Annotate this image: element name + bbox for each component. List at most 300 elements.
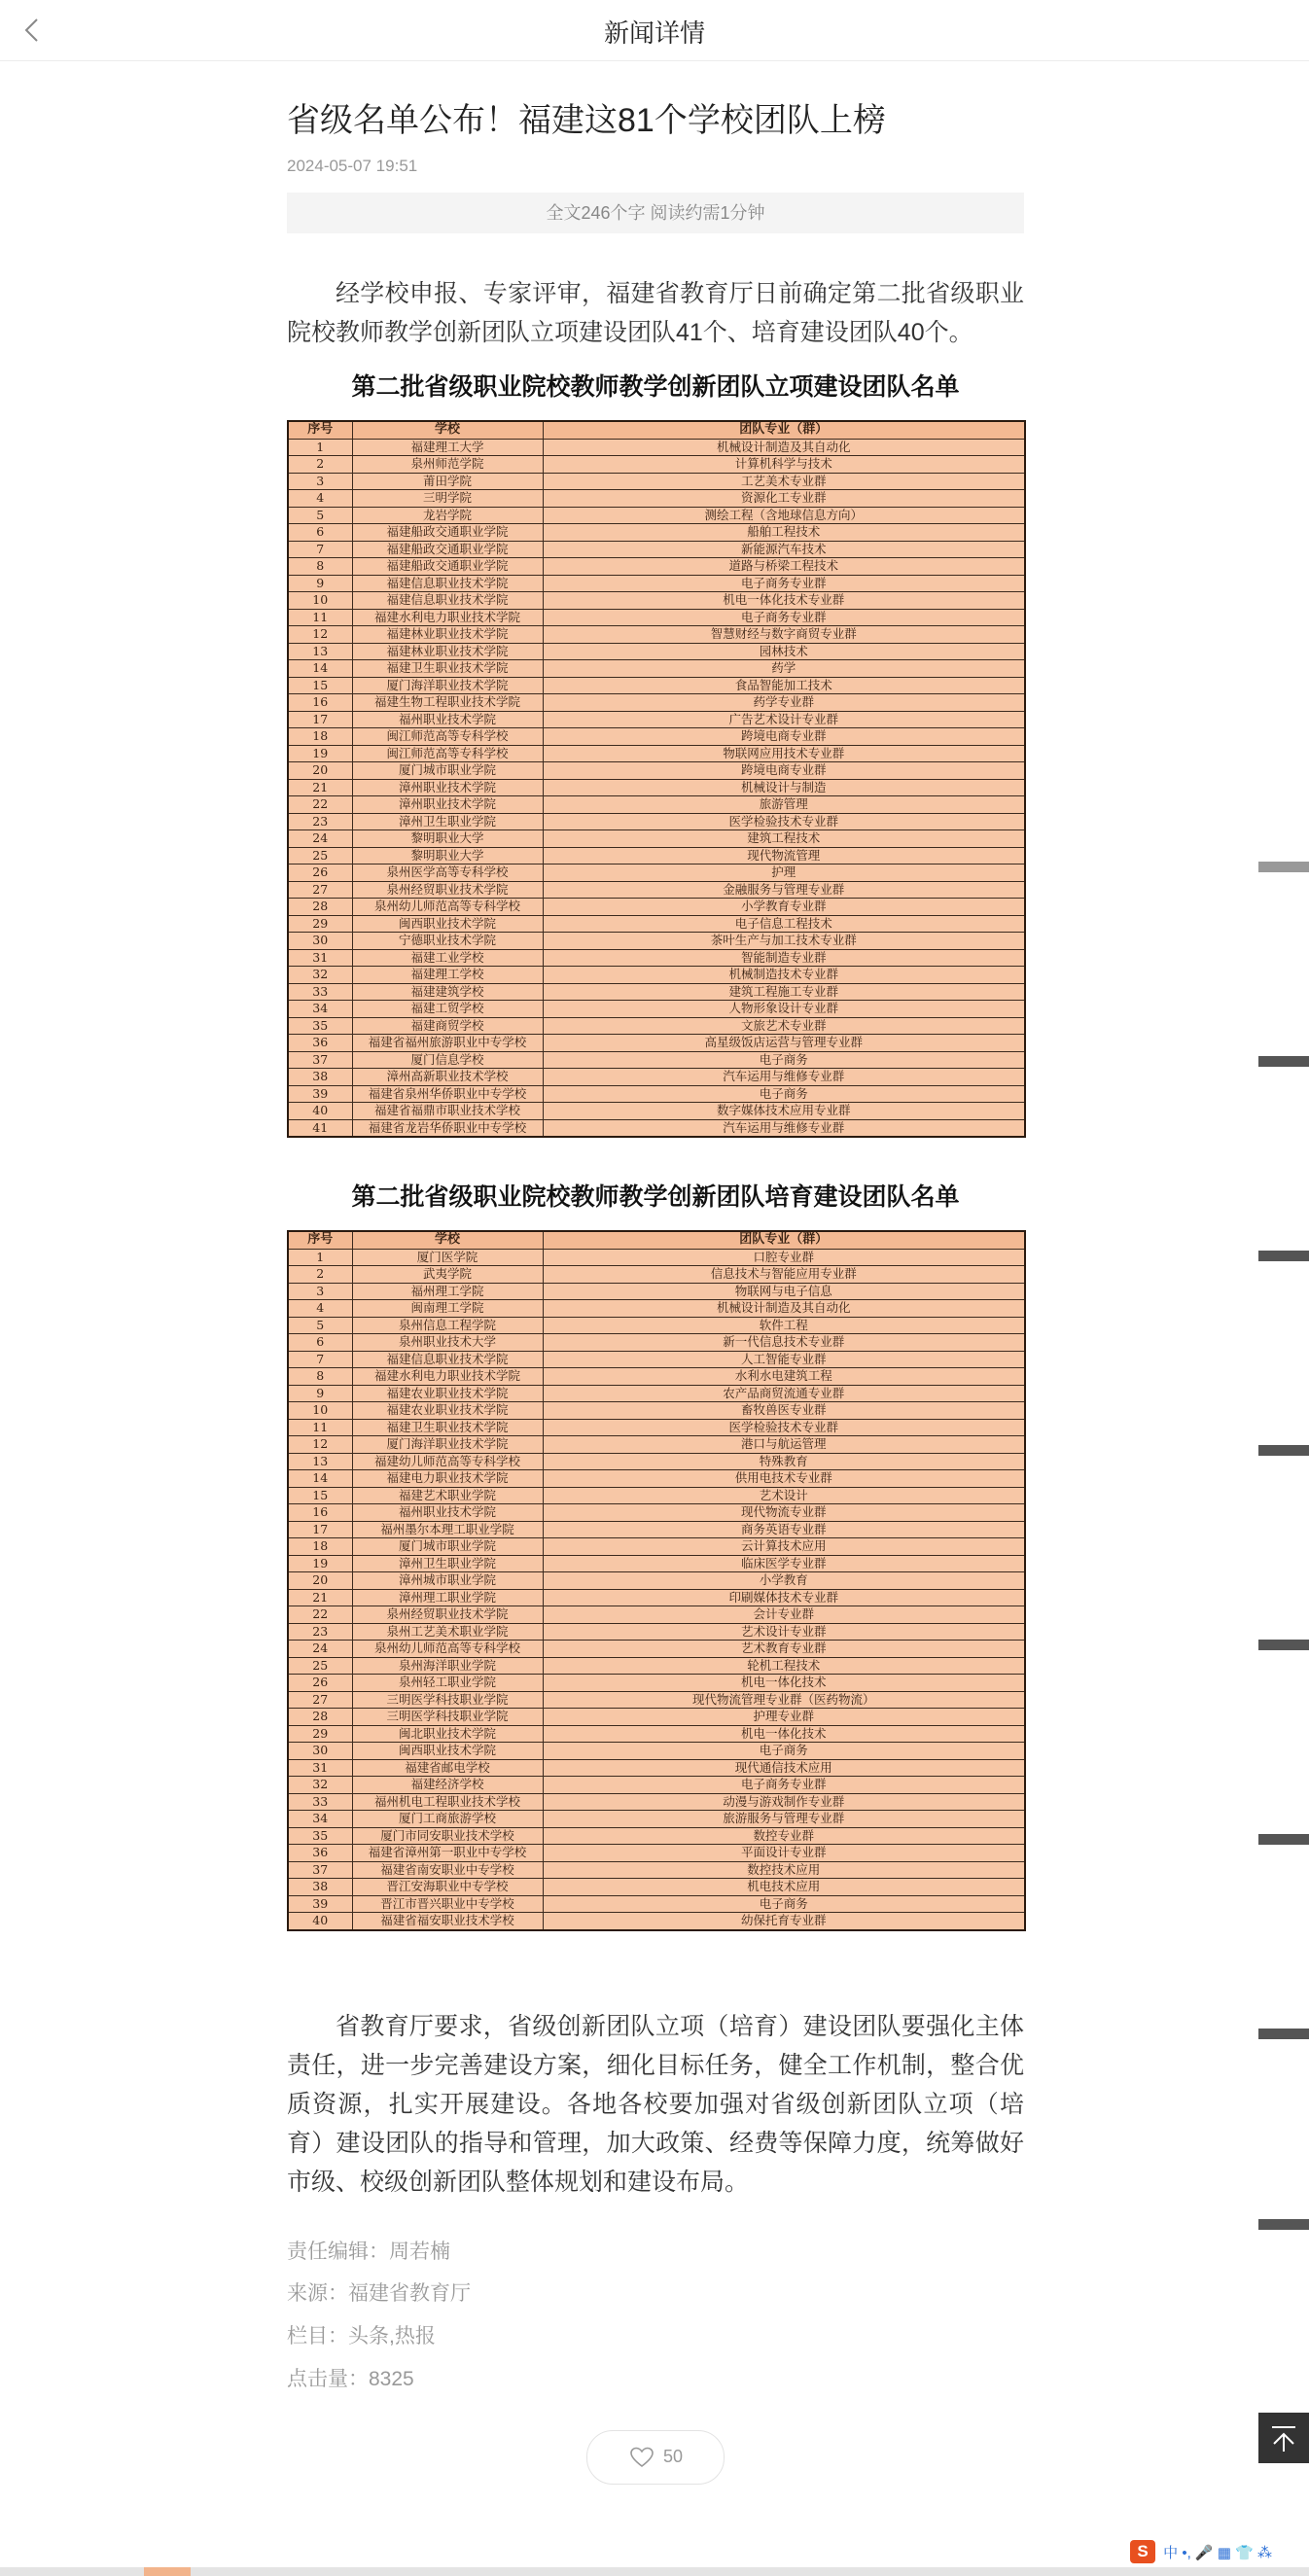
like-button[interactable] [586, 2430, 725, 2485]
cell-school: 泉州幼儿师范高等专科学校 [352, 899, 543, 916]
table-row [288, 1521, 1025, 1538]
cell-index: 24 [288, 830, 352, 848]
cell-school: 福建省泉州华侨职业中专学校 [352, 1085, 543, 1103]
cell-major: 测绘工程（含地球信息方向） [543, 507, 1025, 524]
cell-index: 7 [288, 541, 352, 558]
table-row [288, 609, 1025, 626]
cell-major: 汽车运用与维修专业群 [543, 1069, 1025, 1086]
cell-index: 30 [288, 933, 352, 950]
cell-major: 机电一体化技术 [543, 1675, 1025, 1692]
cell-school: 福建水利电力职业技术学院 [352, 1368, 543, 1386]
table-row [288, 1051, 1025, 1069]
cell-school: 福建幼儿师范高等专科学校 [352, 1453, 543, 1470]
cell-index: 14 [288, 1470, 352, 1488]
table-row [288, 1538, 1025, 1556]
cell-school: 福建商贸学校 [352, 1017, 543, 1035]
side-tab[interactable] [1258, 1251, 1309, 1261]
table-row [288, 1777, 1025, 1794]
cell-school: 漳州卫生职业学院 [352, 813, 543, 830]
cell-major: 电子商务 [543, 1743, 1025, 1760]
table-row [288, 745, 1025, 762]
table-row [288, 1085, 1025, 1103]
cell-major: 现代物流管理专业群（医药物流） [543, 1691, 1025, 1709]
cell-school: 莆田学院 [352, 473, 543, 490]
cell-index: 10 [288, 1402, 352, 1420]
table-row [288, 779, 1025, 796]
table-row [288, 1589, 1025, 1606]
cell-major: 电子商务专业群 [543, 609, 1025, 626]
cell-school: 漳州卫生职业学院 [352, 1555, 543, 1572]
side-tab[interactable] [1258, 1445, 1309, 1456]
reading-info-bar: 全文246个字 阅读约需1分钟 [287, 193, 1024, 233]
cell-major: 艺术教育专业群 [543, 1641, 1025, 1658]
cell-major: 云计算技术应用 [543, 1538, 1025, 1556]
team-list-table-cultivation [287, 1230, 1026, 1931]
cell-major: 现代物流专业群 [543, 1504, 1025, 1522]
header-cell-major: 团队专业（群） [543, 421, 1025, 439]
cell-school: 福建生物工程职业技术学院 [352, 694, 543, 712]
cell-major: 轮机工程技术 [543, 1657, 1025, 1675]
article-paragraph-intro: 经学校申报、专家评审，福建省教育厅日前确定第二批省级职业院校教师教学创新团队立项建设团队41个、培育建设团队40个。 [287, 280, 1024, 346]
cell-major: 电子商务专业群 [543, 575, 1025, 592]
cell-index: 28 [288, 1709, 352, 1726]
cell-index: 17 [288, 711, 352, 728]
input-method-items: 中 •, 🎤 ▦ 👕 ⁂ [1163, 2544, 1272, 2561]
table-row [288, 1453, 1025, 1470]
table-row [288, 1657, 1025, 1675]
cell-index: 8 [288, 558, 352, 576]
cell-index: 34 [288, 1811, 352, 1828]
table-row [288, 1334, 1025, 1352]
article-date: 2024-05-07 19:51 [287, 157, 418, 175]
table-row [288, 847, 1025, 865]
table-row [288, 1725, 1025, 1743]
cell-index: 4 [288, 490, 352, 508]
cell-index: 28 [288, 899, 352, 916]
cell-major: 幼保托育专业群 [543, 1913, 1025, 1930]
cell-index: 20 [288, 762, 352, 780]
table-title-established: 第二批省级职业院校教师教学创新团队立项建设团队名单 [351, 372, 960, 401]
cell-index: 40 [288, 1913, 352, 1930]
table-row [288, 507, 1025, 524]
table-row [288, 456, 1025, 474]
bottom-strip-marker [144, 2567, 191, 2576]
cell-index: 15 [288, 1487, 352, 1504]
cell-major: 金融服务与管理专业群 [543, 881, 1025, 899]
cell-index: 38 [288, 1069, 352, 1086]
cell-school: 福建船政交通职业学院 [352, 541, 543, 558]
cell-school: 福建省南安职业中专学校 [352, 1861, 543, 1879]
cell-major: 电子商务 [543, 1051, 1025, 1069]
table-row [288, 626, 1025, 644]
table-row [288, 1709, 1025, 1726]
cell-index: 29 [288, 1725, 352, 1743]
cell-major: 机械设计制造及其自动化 [543, 1300, 1025, 1318]
cell-major: 小学教育专业群 [543, 899, 1025, 916]
cell-school: 漳州城市职业学院 [352, 1572, 543, 1590]
table-row [288, 1623, 1025, 1641]
cell-major: 道路与桥梁工程技术 [543, 558, 1025, 576]
table-row [288, 899, 1025, 916]
top-navigation-bar [0, 0, 1309, 61]
cell-major: 港口与航运管理 [543, 1436, 1025, 1454]
cell-index: 2 [288, 1266, 352, 1284]
cell-major: 建筑工程施工专业群 [543, 983, 1025, 1001]
cell-major: 智能制造专业群 [543, 949, 1025, 967]
cell-school: 福建省漳州第一职业中专学校 [352, 1845, 543, 1862]
cell-index: 1 [288, 439, 352, 456]
cell-index: 20 [288, 1572, 352, 1590]
cell-major: 平面设计专业群 [543, 1845, 1025, 1862]
table-row [288, 592, 1025, 610]
cell-index: 27 [288, 881, 352, 899]
cell-major: 临床医学专业群 [543, 1555, 1025, 1572]
cell-school: 福建工业学校 [352, 949, 543, 967]
cell-index: 6 [288, 524, 352, 542]
cell-school: 厦门市同安职业技术学校 [352, 1827, 543, 1845]
cell-major: 跨境电商专业群 [543, 728, 1025, 746]
table-row [288, 1606, 1025, 1624]
cell-major: 口腔专业群 [543, 1249, 1025, 1266]
cell-index: 40 [288, 1103, 352, 1120]
table-row [288, 1811, 1025, 1828]
table-row [288, 1069, 1025, 1086]
cell-major: 旅游管理 [543, 796, 1025, 814]
cell-school: 福建理工大学 [352, 439, 543, 456]
table-row [288, 643, 1025, 660]
cell-major: 数控专业群 [543, 1827, 1025, 1845]
cell-school: 福建理工学校 [352, 967, 543, 984]
table-row [288, 1879, 1025, 1896]
table-row [288, 1691, 1025, 1709]
cell-school: 黎明职业大学 [352, 847, 543, 865]
cell-major: 机械制造技术专业群 [543, 967, 1025, 984]
table-row [288, 1861, 1025, 1879]
article-paragraph-requirements: 省教育厅要求，省级创新团队立项（培育）建设团队要强化主体责任，进一步完善建设方案，细化目标任务，健全工作机制，整合优质资源，扎实开展建设。各地各校要加强对省级创新团队立项（培育）建设团队的指导和管理，加大政策、经费等保障力度，统筹做好市级、校级创新团队整体规划和建设布局。 [287, 2013, 1024, 2196]
cell-major: 商务英语专业群 [543, 1521, 1025, 1538]
table-row [288, 541, 1025, 558]
cell-index: 35 [288, 1017, 352, 1035]
cell-index: 32 [288, 967, 352, 984]
cell-school: 泉州职业技术大学 [352, 1334, 543, 1352]
cell-school: 厦门城市职业学院 [352, 762, 543, 780]
cell-index: 12 [288, 626, 352, 644]
cell-index: 10 [288, 592, 352, 610]
cell-index: 32 [288, 1777, 352, 1794]
heart-icon [630, 2447, 654, 2468]
arrow-up-icon [1258, 2413, 1309, 2463]
side-tab[interactable] [1258, 1640, 1309, 1650]
cell-school: 漳州职业技术学院 [352, 779, 543, 796]
table-row [288, 1266, 1025, 1284]
cell-school: 福建经济学校 [352, 1777, 543, 1794]
cell-school: 闽江师范高等专科学校 [352, 745, 543, 762]
cell-index: 18 [288, 1538, 352, 1556]
cell-school: 漳州理工职业学院 [352, 1589, 543, 1606]
cell-school: 泉州师范学院 [352, 456, 543, 474]
cell-school: 三明医学科技职业学院 [352, 1709, 543, 1726]
side-tab[interactable] [1258, 1834, 1309, 1845]
column-info: 栏目：头条,热报 [287, 2325, 436, 2347]
cell-major: 工艺美术专业群 [543, 473, 1025, 490]
table-row [288, 983, 1025, 1001]
cell-major: 数控技术应用 [543, 1861, 1025, 1879]
cell-index: 1 [288, 1249, 352, 1266]
header-cell-school: 学校 [352, 1231, 543, 1249]
cell-major: 电子商务专业群 [543, 1777, 1025, 1794]
cell-major: 机械设计与制造 [543, 779, 1025, 796]
cell-index: 11 [288, 1419, 352, 1436]
table-row [288, 1402, 1025, 1420]
cell-index: 21 [288, 1589, 352, 1606]
cell-index: 8 [288, 1368, 352, 1386]
cell-index: 7 [288, 1351, 352, 1368]
cell-index: 30 [288, 1743, 352, 1760]
table-row [288, 1641, 1025, 1658]
cell-major: 文旅艺术专业群 [543, 1017, 1025, 1035]
table-title-cultivation: 第二批省级职业院校教师教学创新团队培育建设团队名单 [351, 1182, 960, 1211]
cell-school: 闽西职业技术学院 [352, 915, 543, 933]
cell-index: 26 [288, 865, 352, 882]
table-row [288, 881, 1025, 899]
cell-school: 福建卫生职业技术学院 [352, 660, 543, 678]
table-row [288, 1249, 1025, 1266]
table-row [288, 1035, 1025, 1052]
cell-school: 泉州幼儿师范高等专科学校 [352, 1641, 543, 1658]
cell-major: 小学教育 [543, 1572, 1025, 1590]
cell-major: 机电一体化技术 [543, 1725, 1025, 1743]
cell-school: 武夷学院 [352, 1266, 543, 1284]
cell-major: 电子信息工程技术 [543, 915, 1025, 933]
cell-school: 福建农业职业技术学院 [352, 1402, 543, 1420]
cell-index: 12 [288, 1436, 352, 1454]
cell-major: 特殊教育 [543, 1453, 1025, 1470]
cell-index: 13 [288, 1453, 352, 1470]
side-tab[interactable] [1258, 2219, 1309, 2230]
cell-index: 25 [288, 1657, 352, 1675]
cell-index: 3 [288, 1283, 352, 1300]
cell-school: 泉州轻工职业学院 [352, 1675, 543, 1692]
cell-major: 软件工程 [543, 1317, 1025, 1334]
table-row [288, 762, 1025, 780]
cell-school: 泉州医学高等专科学校 [352, 865, 543, 882]
cell-major: 物联网应用技术专业群 [543, 745, 1025, 762]
table-row [288, 1283, 1025, 1300]
table-row [288, 1368, 1025, 1386]
input-method-logo: S [1130, 2540, 1155, 2563]
cell-school: 福州机电工程职业技术学校 [352, 1793, 543, 1811]
table-row [288, 915, 1025, 933]
table-row [288, 949, 1025, 967]
cell-major: 动漫与游戏制作专业群 [543, 1793, 1025, 1811]
cell-index: 11 [288, 609, 352, 626]
cell-major: 数字媒体技术应用专业群 [543, 1103, 1025, 1120]
cell-major: 医学检验技术专业群 [543, 1419, 1025, 1436]
article-title: 省级名单公布！福建这81个学校团队上榜 [287, 102, 886, 139]
cell-school: 福州理工学院 [352, 1283, 543, 1300]
table-row [288, 660, 1025, 678]
cell-index: 39 [288, 1085, 352, 1103]
cell-major: 机械设计制造及其自动化 [543, 439, 1025, 456]
table-row [288, 1300, 1025, 1318]
table-row [288, 524, 1025, 542]
cell-major: 智慧财经与数字商贸专业群 [543, 626, 1025, 644]
side-tab[interactable] [1258, 862, 1309, 872]
cell-major: 电子商务 [543, 1895, 1025, 1913]
cell-index: 25 [288, 847, 352, 865]
table-row [288, 1895, 1025, 1913]
cell-school: 福建农业职业技术学院 [352, 1385, 543, 1402]
cell-major: 新能源汽车技术 [543, 541, 1025, 558]
cell-major: 机电一体化技术专业群 [543, 592, 1025, 610]
cell-school: 福建林业职业技术学院 [352, 626, 543, 644]
table-row [288, 1017, 1025, 1035]
table-row [288, 1845, 1025, 1862]
header-cell-index: 序号 [288, 421, 352, 439]
cell-major: 护理专业群 [543, 1709, 1025, 1726]
cell-school: 福建建筑学校 [352, 983, 543, 1001]
cell-school: 福建信息职业技术学院 [352, 592, 543, 610]
cell-index: 2 [288, 456, 352, 474]
cell-school: 三明医学科技职业学院 [352, 1691, 543, 1709]
cell-major: 建筑工程技术 [543, 830, 1025, 848]
cell-school: 龙岩学院 [352, 507, 543, 524]
cell-school: 泉州经贸职业技术学院 [352, 1606, 543, 1624]
table-row [288, 1351, 1025, 1368]
table-row [288, 694, 1025, 712]
cell-school: 福建电力职业技术学院 [352, 1470, 543, 1488]
cell-school: 福建省福鼎市职业技术学校 [352, 1103, 543, 1120]
cell-school: 福建船政交通职业学院 [352, 558, 543, 576]
side-tab[interactable] [1258, 1056, 1309, 1067]
cell-school: 三明学院 [352, 490, 543, 508]
cell-school: 泉州信息工程学院 [352, 1317, 543, 1334]
cell-major: 新一代信息技术专业群 [543, 1334, 1025, 1352]
table-row [288, 1470, 1025, 1488]
table-row [288, 967, 1025, 984]
table-row [288, 728, 1025, 746]
cell-school: 厦门城市职业学院 [352, 1538, 543, 1556]
cell-school: 闽江师范高等专科学校 [352, 728, 543, 746]
table-row [288, 473, 1025, 490]
cell-major: 供用电技术专业群 [543, 1470, 1025, 1488]
cell-school: 福州职业技术学院 [352, 1504, 543, 1522]
header-cell-index: 序号 [288, 1231, 352, 1249]
cell-school: 厦门海洋职业技术学院 [352, 1436, 543, 1454]
cell-school: 闽西职业技术学院 [352, 1743, 543, 1760]
cell-major: 高星级饭店运营与管理专业群 [543, 1035, 1025, 1052]
cell-major: 护理 [543, 865, 1025, 882]
cell-index: 3 [288, 473, 352, 490]
table-row [288, 1419, 1025, 1436]
table-row [288, 1103, 1025, 1120]
cell-school: 厦门海洋职业技术学院 [352, 677, 543, 694]
cell-index: 6 [288, 1334, 352, 1352]
cell-major: 药学 [543, 660, 1025, 678]
cell-major: 现代物流管理 [543, 847, 1025, 865]
cell-index: 41 [288, 1119, 352, 1137]
cell-major: 茶叶生产与加工技术专业群 [543, 933, 1025, 950]
cell-school: 福建水利电力职业技术学院 [352, 609, 543, 626]
cell-index: 5 [288, 507, 352, 524]
table-row [288, 558, 1025, 576]
cell-index: 23 [288, 813, 352, 830]
table-row [288, 1743, 1025, 1760]
table-row [288, 1385, 1025, 1402]
table-row [288, 1504, 1025, 1522]
cell-major: 畜牧兽医专业群 [543, 1402, 1025, 1420]
cell-school: 厦门信息学校 [352, 1051, 543, 1069]
table-row [288, 865, 1025, 882]
cell-major: 园林技术 [543, 643, 1025, 660]
table-row [288, 1436, 1025, 1454]
cell-major: 现代通信技术应用 [543, 1759, 1025, 1777]
table-row [288, 1119, 1025, 1137]
header-cell-school: 学校 [352, 421, 543, 439]
table-row [288, 1555, 1025, 1572]
cell-index: 33 [288, 1793, 352, 1811]
cell-major: 会计专业群 [543, 1606, 1025, 1624]
cell-index: 21 [288, 779, 352, 796]
cell-school: 福建工贸学校 [352, 1001, 543, 1018]
cell-school: 福州职业技术学院 [352, 711, 543, 728]
table-row [288, 830, 1025, 848]
cell-index: 35 [288, 1827, 352, 1845]
cell-index: 4 [288, 1300, 352, 1318]
cell-school: 福建省福安职业技术学校 [352, 1913, 543, 1930]
cell-school: 福建卫生职业技术学院 [352, 1419, 543, 1436]
cell-index: 19 [288, 1555, 352, 1572]
cell-school: 黎明职业大学 [352, 830, 543, 848]
cell-index: 17 [288, 1521, 352, 1538]
cell-index: 16 [288, 694, 352, 712]
cell-major: 水利水电建筑工程 [543, 1368, 1025, 1386]
input-method-toolbar[interactable] [1130, 2540, 1309, 2563]
cell-major: 计算机科学与技术 [543, 456, 1025, 474]
table-row [288, 1913, 1025, 1930]
cell-major: 信息技术与智能应用专业群 [543, 1266, 1025, 1284]
table-row [288, 677, 1025, 694]
cell-major: 汽车运用与维修专业群 [543, 1119, 1025, 1137]
cell-index: 14 [288, 660, 352, 678]
cell-index: 26 [288, 1675, 352, 1692]
table-header-row [288, 421, 1025, 439]
cell-index: 39 [288, 1895, 352, 1913]
cell-school: 福建船政交通职业学院 [352, 524, 543, 542]
table-row [288, 1001, 1025, 1018]
source-info: 来源：福建省教育厅 [287, 2282, 471, 2305]
side-tab[interactable] [1258, 2029, 1309, 2039]
cell-index: 34 [288, 1001, 352, 1018]
back-to-top-button[interactable] [1258, 2413, 1309, 2463]
cell-index: 36 [288, 1845, 352, 1862]
cell-index: 33 [288, 983, 352, 1001]
table-row [288, 711, 1025, 728]
editor-info: 责任编辑：周若楠 [287, 2241, 450, 2263]
table-row [288, 575, 1025, 592]
cell-index: 36 [288, 1035, 352, 1052]
cell-school: 漳州职业技术学院 [352, 796, 543, 814]
cell-school: 泉州工艺美术职业学院 [352, 1623, 543, 1641]
cell-school: 漳州高新职业技术学校 [352, 1069, 543, 1086]
table-row [288, 439, 1025, 456]
cell-index: 19 [288, 745, 352, 762]
cell-index: 9 [288, 575, 352, 592]
cell-index: 27 [288, 1691, 352, 1709]
cell-school: 福建省龙岩华侨职业中专学校 [352, 1119, 543, 1137]
view-count: 点击量：8325 [287, 2368, 414, 2390]
cell-major: 广告艺术设计专业群 [543, 711, 1025, 728]
